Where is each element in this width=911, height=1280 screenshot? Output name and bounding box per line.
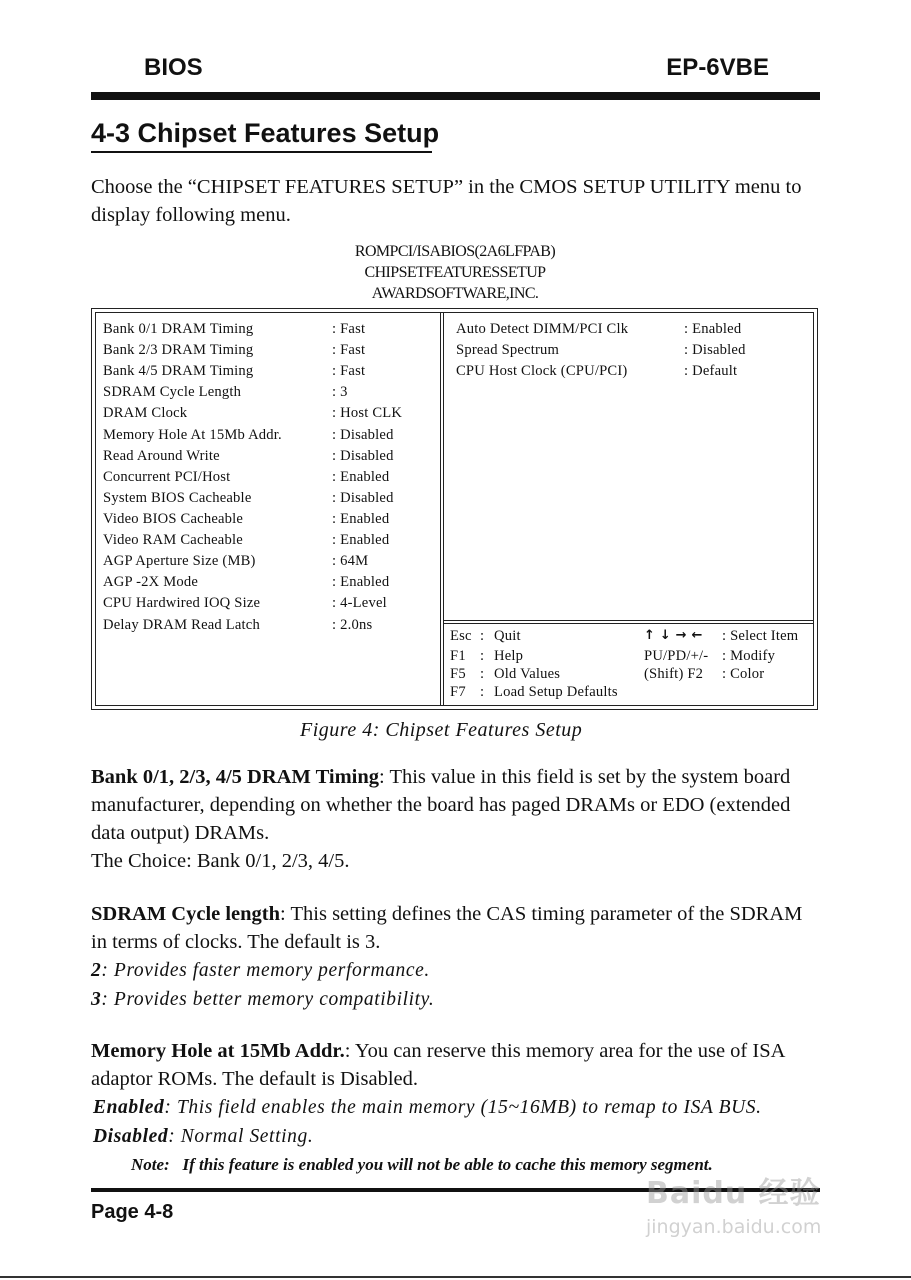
setting-value: : Enabled [332,511,390,527]
watermark-logo: Baidu 经验 [646,1176,821,1211]
paragraph-memory-hole [91,1037,821,1179]
option-line [91,989,434,1010]
setup-help-divider [444,620,814,624]
watermark-url: jingyan.baidu.com [646,1216,822,1238]
setting-label: Video BIOS Cacheable [103,511,244,527]
scan-bottom-border [0,1276,911,1278]
arrow-keys-icon: ↑ ↓ → ← [644,628,703,643]
setting-label: CPU Host Clock (CPU/PCI) [456,363,628,379]
intro-paragraph: Choose the “CHIPSET FEATURES SETUP” in the CMOS SETUP UTILITY menu to display following menu. [91,176,802,226]
key-separator: : [480,666,485,682]
setting-label: Delay DRAM Read Latch [103,617,260,633]
setting-label: Bank 2/3 DRAM Timing [103,342,254,358]
option-text: : Provides faster memory performance. [101,960,430,981]
rom-line-2: CHIPSETFEATURESSETUP [364,264,546,281]
setting-value: : 2.0ns [332,617,373,633]
key-name: F1 [450,648,466,664]
term-description: : This value in this field is set by the system board manufacturer, depending on whether the board has paged DRAMs or EDO (extended data output) DRAMs. [91,766,791,844]
option-line [91,960,430,981]
setting-value: : Disabled [332,490,394,506]
setting-value: : Fast [332,342,366,358]
watermark [646,1168,856,1248]
option-line [91,1126,313,1147]
key-desc: Old Values [494,666,561,682]
setting-value: : 64M [332,553,369,569]
term: Bank 0/1, 2/3, 4/5 DRAM Timing [91,766,380,788]
header-right: EP-6VBE [666,54,769,81]
setting-label: SDRAM Cycle Length [103,384,242,400]
option-text: : Provides better memory compatibility. [101,989,435,1010]
setting-value: : Disabled [332,448,394,464]
section-title: 4-3 Chipset Features Setup [91,118,440,148]
key-separator: : [480,648,485,664]
setting-label: Bank 4/5 DRAM Timing [103,363,254,379]
setting-value: : 3 [332,384,348,400]
key-name: Esc [450,628,472,644]
key-desc: Quit [494,628,521,644]
setting-value: : Disabled [684,342,746,358]
key-desc: : Color [722,666,765,682]
setting-label: Spread Spectrum [456,342,560,358]
key-name: F7 [450,684,466,700]
choice-line: The Choice: Bank 0/1, 2/3, 4/5. [91,850,350,872]
setting-value: : Enabled [332,532,390,548]
key-name: PU/PD/+/- [644,648,709,664]
option-key: 2 [91,960,102,981]
key-name: (Shift) F2 [644,666,704,682]
note-text: If this feature is enabled you will not be able to cache this memory segment. [182,1155,713,1174]
setting-label: Memory Hole At 15Mb Addr. [103,427,282,443]
setting-value: : Disabled [332,427,394,443]
rom-line-3: AWARDSOFTWARE,INC. [371,285,539,302]
setting-label: AGP Aperture Size (MB) [103,553,256,569]
key-desc: Load Setup Defaults [494,684,618,700]
paragraph-dram-timing [91,763,821,875]
option-key: Disabled [93,1126,169,1147]
setting-label: CPU Hardwired IOQ Size [103,595,261,611]
setting-value: : Host CLK [332,405,403,421]
title-underline [91,151,432,153]
setting-label: Read Around Write [103,448,220,464]
header-left: BIOS [144,54,203,81]
setting-value: : Enabled [332,469,390,485]
rom-line-1: ROMPCI/ISABIOS(2A6LFPAB) [354,243,556,260]
term: Memory Hole at 15Mb Addr. [91,1040,345,1062]
setting-value: : Fast [332,321,366,337]
setting-value: : Fast [332,363,366,379]
setting-value: : Enabled [684,321,742,337]
setting-label: AGP -2X Mode [103,574,199,590]
key-desc: : Select Item [722,628,799,644]
setting-label: Bank 0/1 DRAM Timing [103,321,254,337]
figure-caption: Figure 4: Chipset Features Setup [300,719,583,741]
term-description: : This setting defines the CAS timing parameter of the SDRAM in terms of clocks. The default is 3. [91,903,803,953]
term: SDRAM Cycle length [91,903,281,925]
setting-label: Video RAM Cacheable [103,532,243,548]
setting-value: : Default [684,363,738,379]
option-line [91,1097,762,1118]
key-separator: : [480,684,485,700]
page-number: Page 4-8 [91,1201,174,1223]
key-desc: : Modify [722,648,776,664]
option-key: Enabled [93,1097,165,1118]
option-key: 3 [91,989,102,1010]
setting-label: Concurrent PCI/Host [103,469,231,485]
setting-label: System BIOS Cacheable [103,490,252,506]
paragraph-sdram-cycle [91,900,821,1014]
setting-value: : 4-Level [332,595,387,611]
setting-value: : Enabled [332,574,390,590]
key-desc: Help [494,648,524,664]
option-text: : This field enables the main memory (15~16MB) to remap to ISA BUS. [164,1097,762,1118]
term-description: : You can reserve this memory area for the use of ISA adaptor ROMs. The default is Disabled. [91,1040,785,1090]
key-separator: : [480,628,485,644]
setting-label: Auto Detect DIMM/PCI Clk [456,321,629,337]
setting-label: DRAM Clock [103,405,188,421]
header-rule [91,92,820,100]
setup-column-divider [440,312,444,706]
key-name: F5 [450,666,466,682]
option-text: : Normal Setting. [168,1126,314,1147]
note-label: Note: [131,1155,170,1174]
